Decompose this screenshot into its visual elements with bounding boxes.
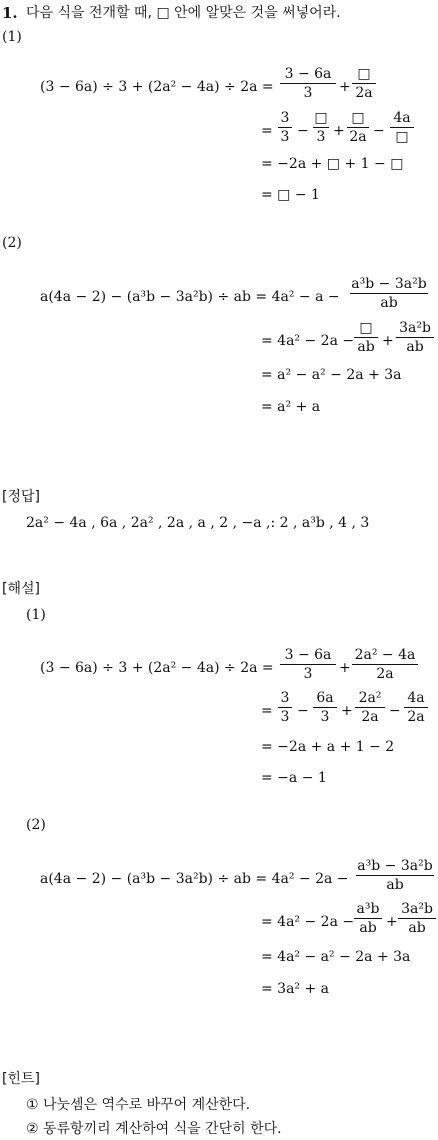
q1-line1-plus: + [339, 79, 351, 95]
e2-line3: = 4a² − a² − 2a + 3a [261, 949, 411, 965]
e1-line2-op2: + [341, 703, 353, 719]
part2-label: (2) [2, 235, 22, 251]
e1-line2-frac3: 2a² 2a [355, 690, 385, 725]
q2-line2-plus: + [382, 333, 394, 349]
answer-text: 2a² − 4a , 6a , 2a² , 2a , a , 2 , −a ,: 2 , a³b , 4 , 3 [26, 515, 370, 531]
q1-line1-frac1: 3 − 6a 3 [280, 66, 336, 101]
exp-part2-label: (2) [26, 817, 46, 833]
hint-label: [힌트] [2, 1071, 40, 1087]
q1-line4: = □ − 1 [261, 187, 320, 203]
e1-line3: = −2a + a + 1 − 2 [261, 739, 395, 755]
question-prompt: 다음 식을 전개할 때, □ 안에 알맞은 것을 써넣어라. [26, 5, 341, 21]
exp-part1-label: (1) [26, 607, 46, 623]
e1-line4: = −a − 1 [261, 770, 327, 786]
e1-line2-frac2: 6a 3 [313, 690, 337, 725]
e1-line2-op1: − [297, 703, 309, 719]
e2-line2-frac1: a³b ab [354, 901, 382, 936]
q2-line2-frac2: 3a²b ab [396, 320, 434, 355]
e2-line1-frac: a³b − 3a²b ab [357, 858, 433, 893]
e1-line2-eq: = [261, 703, 273, 719]
e2-line2-plus: + [386, 914, 398, 930]
q1-line1-frac2: □ 2a [352, 66, 376, 101]
q2-line1-lhs: a(4a − 2) − (a³b − 3a²b) ÷ ab = 4a² − a − [40, 289, 340, 305]
explanation-label: [해설] [2, 581, 40, 597]
hint-item-2: ② 동류항끼리 계산하여 식을 간단히 한다. [26, 1121, 282, 1137]
answer-label: [정답] [2, 489, 40, 505]
e1-line1-frac1: 3 − 6a 3 [280, 647, 336, 682]
q2-line2-lhs: = 4a² − 2a − [261, 333, 355, 349]
e1-line2-op3: − [389, 703, 401, 719]
question-number: 1. [2, 4, 18, 22]
e2-line4: = 3a² + a [261, 981, 330, 997]
q1-line2-op3: − [373, 123, 385, 139]
q1-line2-frac3: □ 2a [347, 110, 369, 145]
e2-line1-lhs: a(4a − 2) − (a³b − 3a²b) ÷ ab = 4a² − 2a − [40, 871, 349, 887]
hint-item-1: ① 나눗셈은 역수로 바꾸어 계산한다. [26, 1097, 251, 1113]
e1-line1-frac2: 2a² − 4a 2a [352, 647, 418, 682]
q2-line1-frac: a³b − 3a²b ab [351, 276, 427, 311]
q1-line2-eq: = [261, 123, 273, 139]
e2-line2-frac2: 3a²b ab [398, 901, 436, 936]
q1-line2-op2: + [333, 123, 345, 139]
q1-line1-lhs: (3 − 6a) ÷ 3 + (2a² − 4a) ÷ 2a = [40, 79, 274, 95]
e1-line1-lhs: (3 − 6a) ÷ 3 + (2a² − 4a) ÷ 2a = [40, 660, 274, 676]
e1-line1-plus: + [339, 660, 351, 676]
q1-line2-frac2: □ 3 [314, 110, 328, 145]
q2-line4: = a² + a [261, 399, 321, 415]
part1-label: (1) [2, 29, 22, 45]
q1-line2-op1: − [297, 123, 309, 139]
e1-line2-frac4: 4a 2a [404, 690, 428, 725]
q1-line2-frac1: 3 3 [278, 110, 292, 145]
e2-line2-lhs: = 4a² − 2a − [261, 914, 355, 930]
q1-line2-frac4: 4a □ [390, 110, 414, 145]
q2-line3: = a² − a² − 2a + 3a [261, 367, 402, 383]
e1-line2-frac1: 3 3 [278, 690, 292, 725]
q2-line2-frac1: □ ab [354, 320, 378, 355]
q1-line3: = −2a + □ + 1 − □ [261, 156, 404, 172]
